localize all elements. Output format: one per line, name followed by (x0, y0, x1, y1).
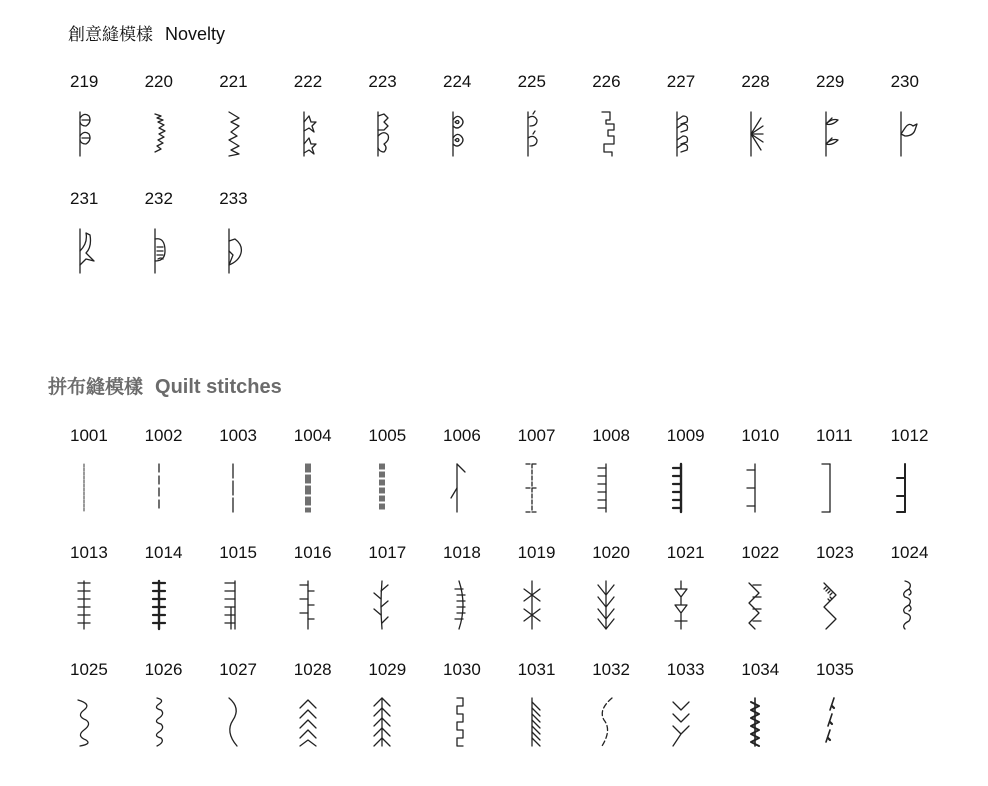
stitch-number: 1030 (443, 660, 481, 679)
stitch-cell (592, 543, 666, 643)
stitch-number: 230 (890, 72, 919, 91)
stitch-number: 1023 (816, 543, 854, 562)
stitch-cell (592, 72, 666, 172)
stitch-cell (667, 543, 741, 643)
triple-straight-stitch-icon (296, 458, 336, 518)
tight-wave-stitch-icon (147, 692, 187, 752)
single-blanket-stitch-icon (818, 458, 858, 518)
s-curve-stitch-icon (221, 692, 261, 752)
stitch-cell (294, 72, 368, 172)
stitch-number: 223 (368, 72, 397, 91)
stitch-cell (294, 426, 368, 526)
alternating-blanket-stitch-icon (893, 458, 933, 518)
ladder-blanket-stitch-icon (221, 575, 261, 635)
stitch-cell (70, 189, 144, 289)
stitch-number: 222 (293, 72, 323, 91)
branch-stitch-icon (370, 575, 410, 635)
quilt-title-english: Quilt stitches (155, 376, 282, 398)
chain-stitch-icon (669, 575, 709, 635)
curved-fringe-stitch-icon (445, 575, 485, 635)
stitch-number: 1011 (816, 426, 853, 445)
stitch-cell (891, 543, 965, 643)
stitch-cell (741, 543, 815, 643)
stitch-cell (219, 660, 293, 760)
stitch-cell (741, 660, 815, 760)
stitch-cell (219, 72, 293, 172)
stitch-cell (816, 543, 890, 643)
stitch-number: 220 (144, 72, 173, 91)
stitch-cell (891, 426, 965, 526)
stitch-number: 1032 (592, 660, 631, 679)
stitch-cell (816, 72, 890, 172)
stitch-cell (145, 426, 219, 526)
stitch-number: 227 (666, 72, 696, 91)
tulip-stitch-icon (72, 104, 112, 164)
dashed-s-curve-stitch-icon (594, 692, 634, 752)
quilt-section-title (48, 372, 282, 399)
bold-blanket-stitch-icon (669, 458, 709, 518)
stitch-number: 1004 (293, 426, 332, 445)
stitch-number: 1009 (666, 426, 705, 445)
castle-stitch-icon (594, 104, 634, 164)
stitch-cell (518, 660, 592, 760)
stitch-number: 1027 (219, 660, 258, 679)
dolphin-stitch-icon (221, 221, 261, 281)
stitch-cell (294, 660, 368, 760)
stitch-number: 1024 (890, 543, 929, 562)
double-heart-stitch-icon (445, 104, 485, 164)
star-stitch-icon (296, 104, 336, 164)
stitch-number: 1025 (70, 660, 108, 679)
heart-stitch-icon (370, 104, 410, 164)
stitch-cell (368, 426, 442, 526)
cross-bar-stitch-icon (72, 575, 112, 635)
bold-cross-bar-stitch-icon (147, 575, 187, 635)
stitch-number: 1021 (666, 543, 705, 562)
stitch-cell (294, 543, 368, 643)
blind-hem-stitch-icon (445, 458, 485, 518)
stitch-number: 1016 (293, 543, 332, 562)
stitch-number: 1034 (741, 660, 780, 679)
stitch-number: 228 (741, 72, 770, 91)
quilt-title-chinese: 拼布縫模樣 (48, 376, 144, 398)
stitch-number: 1008 (592, 426, 631, 445)
stitch-cell (368, 543, 442, 643)
bow-stitch-icon (669, 104, 709, 164)
stitch-number: 1035 (816, 660, 854, 679)
stitch-number: 1003 (219, 426, 258, 445)
stitch-number: 1018 (443, 543, 481, 562)
stitch-cell (443, 72, 517, 172)
stitch-number: 1010 (741, 426, 780, 445)
stitch-cell (70, 660, 144, 760)
stitch-number: 1014 (144, 543, 183, 562)
stitch-cell (443, 426, 517, 526)
stepped-blanket-stitch-icon (296, 575, 336, 635)
stitch-cell (443, 543, 517, 643)
shell-scallop-stitch-icon (147, 104, 187, 164)
stitch-number: 1001 (70, 426, 108, 445)
double-chevron-stitch-icon (669, 692, 709, 752)
stitch-number: 1026 (144, 660, 183, 679)
stitch-cell (667, 426, 741, 526)
stitch-number: 1033 (666, 660, 705, 679)
straight-dashed-stitch-icon (147, 458, 187, 518)
swirl-stitch-icon (893, 575, 933, 635)
fan-stitch-icon (743, 104, 783, 164)
stitch-number: 1020 (592, 543, 631, 562)
arrow-feather-stitch-icon (370, 692, 410, 752)
stitch-cell (816, 426, 890, 526)
stitch-cell (145, 189, 219, 289)
greek-key-stitch-icon (445, 692, 485, 752)
stitch-cell (145, 660, 219, 760)
stitch-cell (667, 660, 741, 760)
slanted-hatch-stitch-icon (520, 692, 560, 752)
stitch-number: 1002 (144, 426, 183, 445)
stitch-cell (368, 660, 442, 760)
stitch-cell (891, 72, 965, 172)
novelty-title-english: Novelty (165, 24, 226, 44)
stitch-number: 225 (517, 72, 546, 91)
stitch-number: 221 (219, 72, 248, 91)
stitch-number: 219 (70, 72, 99, 91)
stitch-number: 1017 (368, 543, 407, 562)
novelty-section-title (68, 20, 225, 45)
stitch-number: 1031 (517, 660, 556, 679)
stitch-number: 1019 (517, 543, 556, 562)
stitch-cell (667, 72, 741, 172)
stitch-cell (70, 543, 144, 643)
stitch-cell (219, 426, 293, 526)
braid-stitch-icon (743, 692, 783, 752)
stitch-number: 1013 (70, 543, 108, 562)
stitch-cell (443, 660, 517, 760)
straight-long-dash-stitch-icon (221, 458, 261, 518)
stitch-cell (816, 660, 890, 760)
stitch-cell (592, 426, 666, 526)
triple-dashed-stitch-icon (370, 458, 410, 518)
swan-stitch-icon (72, 221, 112, 281)
stitch-cell (70, 72, 144, 172)
stitch-number: 1015 (219, 543, 258, 562)
feather-stitch-icon (594, 575, 634, 635)
stitch-number: 1012 (890, 426, 929, 445)
stitch-number: 229 (816, 72, 845, 91)
h-bar-stitch-icon (520, 458, 560, 518)
sparse-blanket-stitch-icon (743, 458, 783, 518)
stitch-number: 233 (219, 189, 248, 208)
stitch-cell (518, 72, 592, 172)
stitch-cell (70, 426, 144, 526)
stitch-number: 1005 (368, 426, 407, 445)
stitch-cell (145, 72, 219, 172)
stitch-number: 232 (144, 189, 173, 208)
leaf-stitch-icon (818, 104, 858, 164)
stitch-cell (219, 543, 293, 643)
stitch-number: 1022 (741, 543, 780, 562)
chevron-stack-stitch-icon (296, 692, 336, 752)
stitch-cell (518, 426, 592, 526)
stitch-number: 231 (70, 189, 99, 208)
stitch-cell (741, 72, 815, 172)
novelty-title-chinese: 創意縫模樣 (68, 25, 153, 45)
wavy-stitch-icon (72, 692, 112, 752)
stitch-number: 1006 (443, 426, 481, 445)
stitch-number: 226 (592, 72, 621, 91)
zigzag-feather-stitch-icon (743, 575, 783, 635)
face-stitch-icon (147, 221, 187, 281)
stitch-number: 1028 (293, 660, 332, 679)
stitch-number: 224 (443, 72, 472, 91)
stitch-number: 1007 (517, 426, 556, 445)
stitch-number: 1029 (368, 660, 407, 679)
straight-fine-stitch-icon (72, 458, 112, 518)
stitch-cell (219, 189, 293, 289)
stitch-cell (518, 543, 592, 643)
bird-stitch-icon (893, 104, 933, 164)
blanket-stitch-icon (594, 458, 634, 518)
stitch-cell (145, 543, 219, 643)
apple-stitch-icon (520, 104, 560, 164)
crown-zigzag-stitch-icon (221, 104, 261, 164)
stitch-cell (592, 660, 666, 760)
zigzag-fringe-stitch-icon (818, 575, 858, 635)
slash-dash-stitch-icon (818, 692, 858, 752)
stitch-cell (368, 72, 442, 172)
stitch-cell (741, 426, 815, 526)
asterisk-stitch-icon (520, 575, 560, 635)
